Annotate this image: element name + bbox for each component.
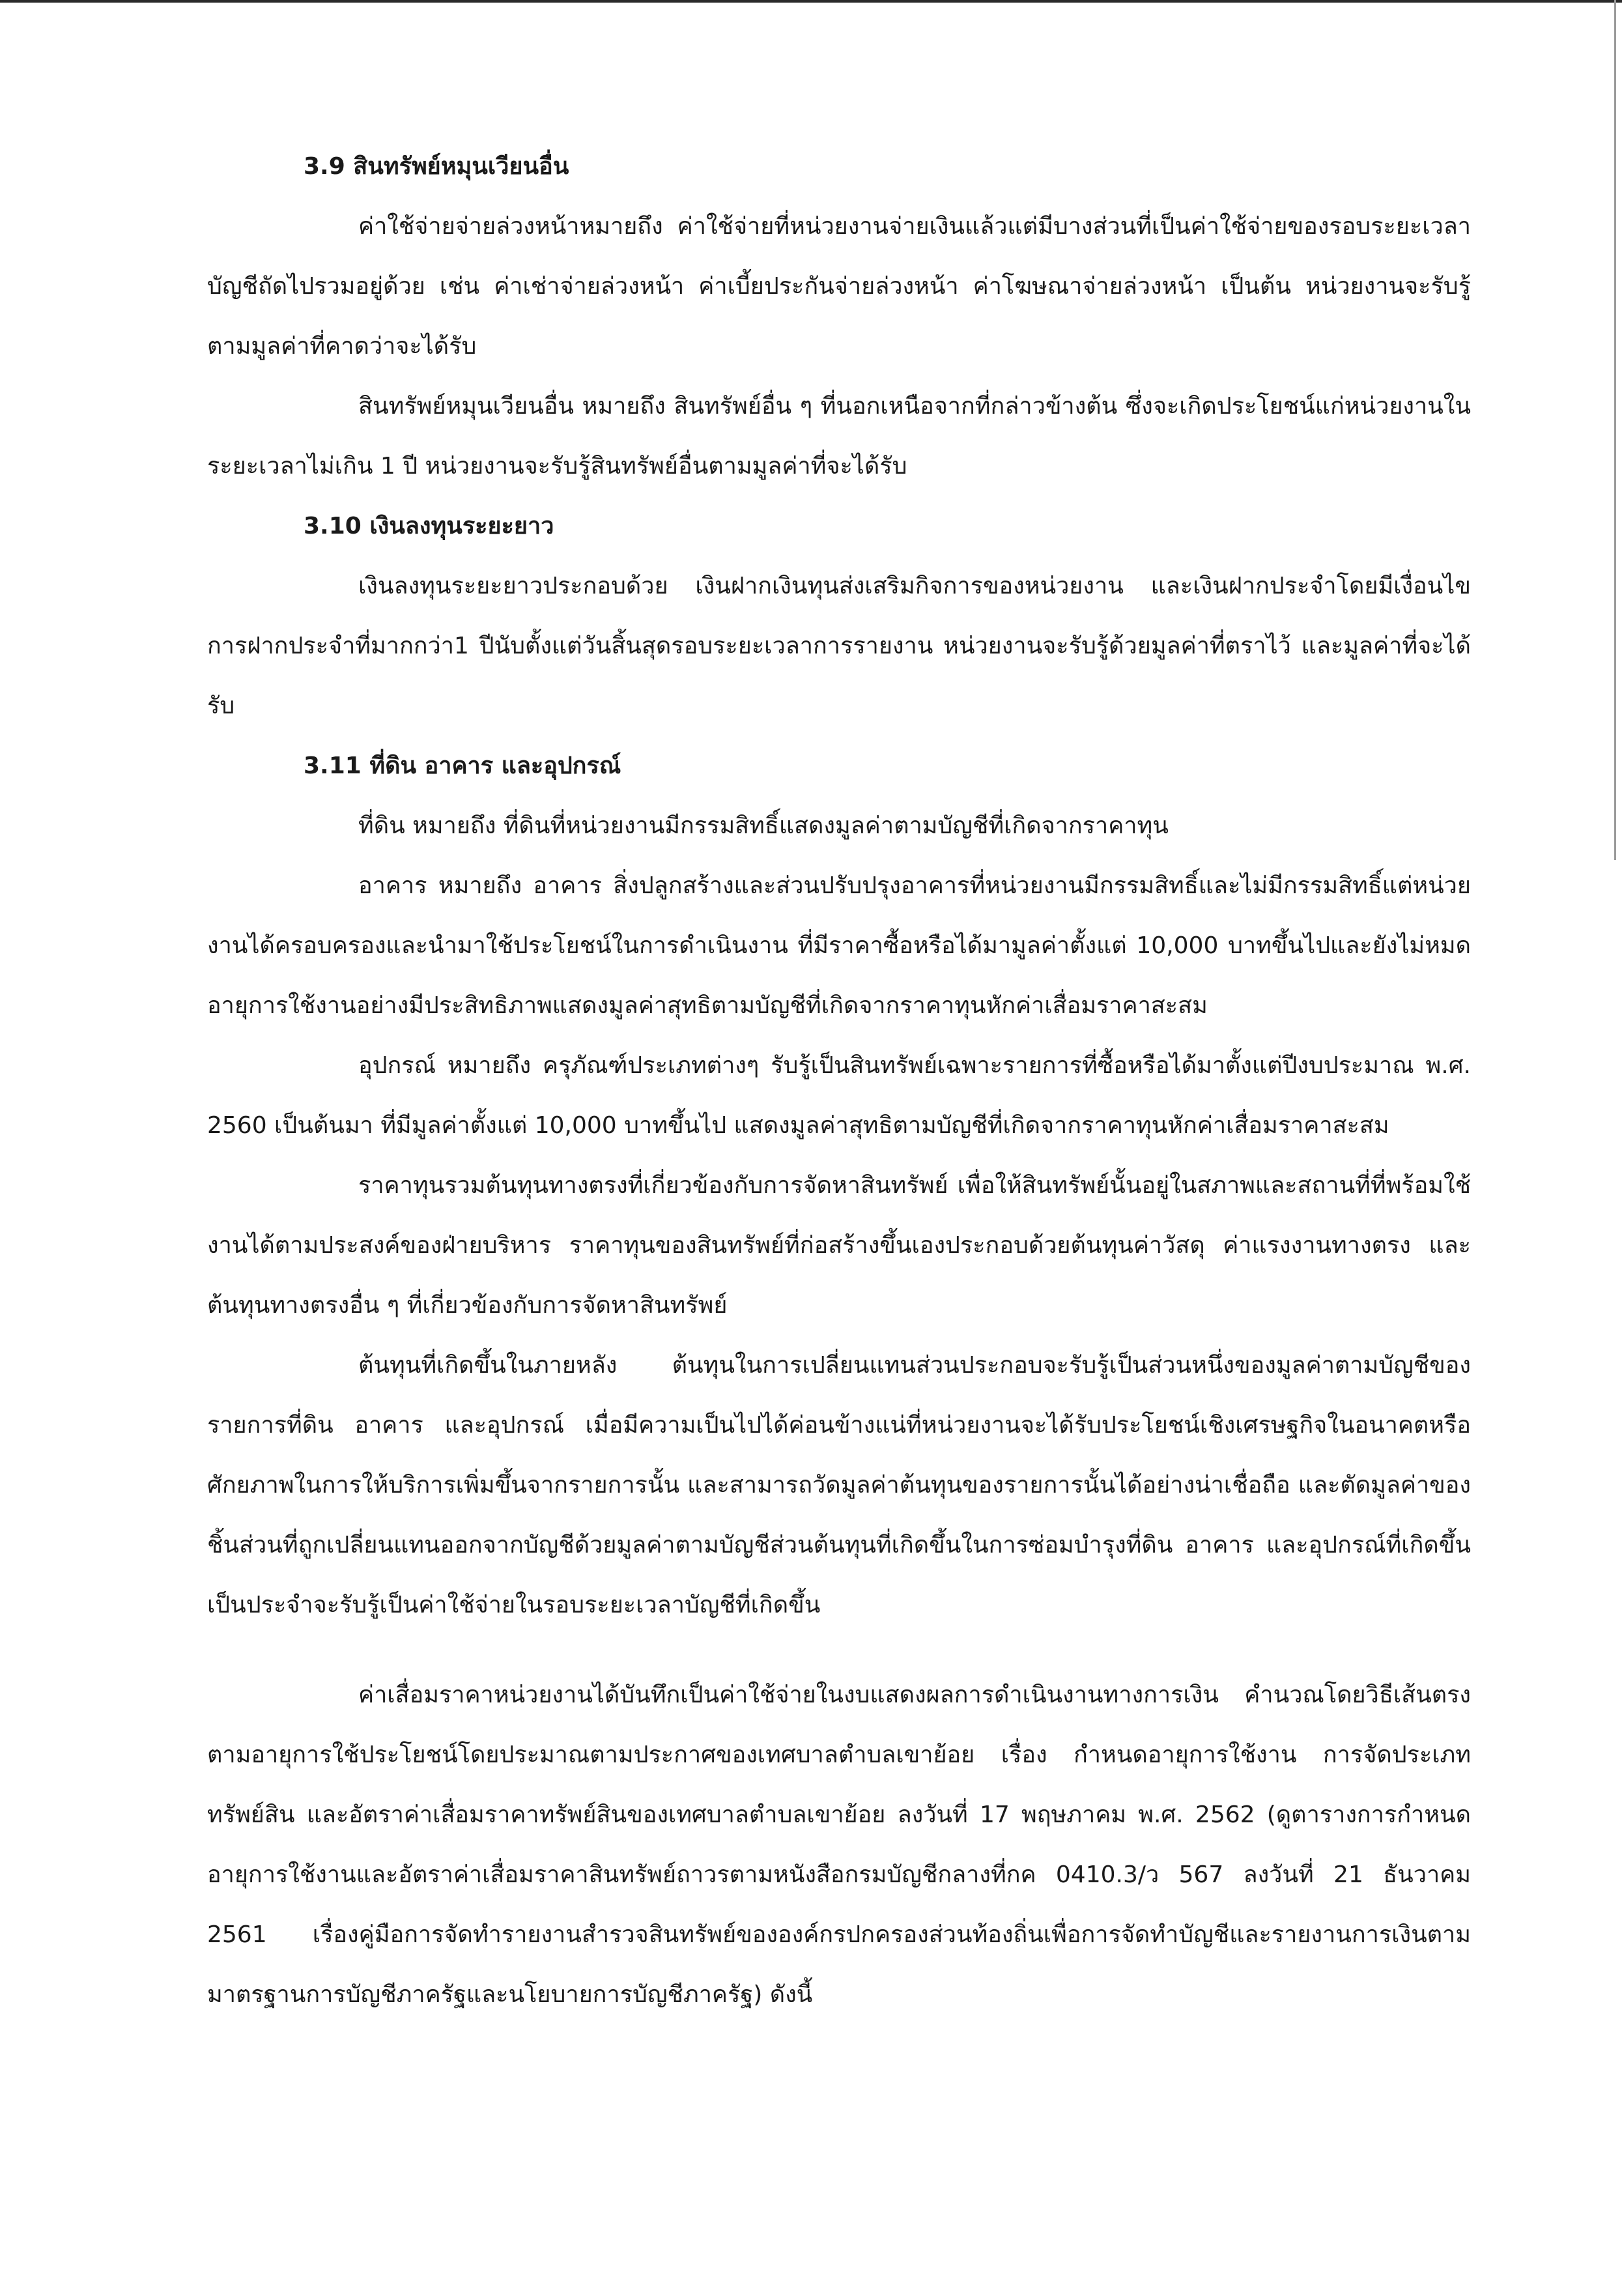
- paragraph-prepaid-expenses: ค่าใช้จ่ายจ่ายล่วงหน้าหมายถึง ค่าใช้จ่ายที่หน่วยงานจ่ายเงินแล้วแต่มีบางส่วนที่เป็นค่าใช้จ่ายของรอบระยะเวลาบัญชีถัดไปรวมอยู่ด้วย เช่น ค่าเช่าจ่ายล่วงหน้า ค่าเบี้ยประกันจ่ายล่วงหน้า ค่าโฆษณาจ่ายล่วงหน้า เป็นต้น หน่วยงานจะรับรู้ตามมูลค่าที่คาดว่าจะได้รับ: [207, 213, 1471, 360]
- page-top-edge: [0, 0, 1622, 3]
- document-body: [207, 137, 1471, 2025]
- paragraph-gap: [207, 1635, 1471, 1665]
- section-heading-long-term-investment: 3.10 เงินลงทุนระยะยาว: [304, 513, 554, 539]
- section-heading-current-assets: 3.9 สินทรัพย์หมุนเวียนอื่น: [304, 153, 569, 180]
- page-right-edge: [1614, 0, 1616, 860]
- paragraph-subsequent-costs: ต้นทุนที่เกิดขึ้นในภายหลัง ต้นทุนในการเปลี่ยนแทนส่วนประกอบจะรับรู้เป็นส่วนหนึ่งของมูลค่าตามบัญชีของรายการที่ดิน อาคาร และอุปกรณ์ เมื่อมีความเป็นไปได้ค่อนข้างแน่ที่หน่วยงานจะได้รับประโยชน์เชิงเศรษฐกิจในอนาคตหรือศักยภาพในการให้บริการเพิ่มขึ้นจากรายการนั้น และสามารถวัดมูลค่าต้นทุนของรายการนั้นได้อย่างน่าเชื่อถือ และตัดมูลค่าของชิ้นส่วนที่ถูกเปลี่ยนแทนออกจากบัญชีด้วยมูลค่าตามบัญชีส่วนต้นทุนที่เกิดขึ้นในการซ่อมบำรุงที่ดิน อาคาร และอุปกรณ์ที่เกิดขึ้นเป็นประจำจะรับรู้เป็นค่าใช้จ่ายในรอบระยะเวลาบัญชีที่เกิดขึ้น: [207, 1352, 1471, 1618]
- paragraph-depreciation: ค่าเสื่อมราคาหน่วยงานได้บันทึกเป็นค่าใช้จ่ายในงบแสดงผลการดำเนินงานทางการเงิน คำนวณโดยวิธีเส้นตรงตามอายุการใช้ประโยชน์โดยประมาณตามประกาศของเทศบาลตำบลเขาย้อย เรื่อง กำหนดอายุการใช้งาน การจัดประเภททรัพย์สิน และอัตราค่าเสื่อมราคาทรัพย์สินของเทศบาลตำบลเขาย้อย ลงวันที่ 17 พฤษภาคม พ.ศ. 2562 (ดูตารางการกำหนดอายุการใช้งานและอัตราค่าเสื่อมราคาสินทรัพย์ถาวรตามหนังสือกรมบัญชีกลางที่กค 0410.3/ว 567 ลงวันที่ 21 ธันวาคม 2561 เรื่องคู่มือการจัดทำรายงานสำรวจสินทรัพย์ขององค์กรปกครองส่วนท้องถิ่นเพื่อการจัดทำบัญชีและรายงานการเงินตามมาตรฐานการบัญชีภาครัฐและนโยบายการบัญชีภาครัฐ) ดังนี้: [207, 1682, 1471, 2008]
- paragraph-buildings: อาคาร หมายถึง อาคาร สิ่งปลูกสร้างและส่วนปรับปรุงอาคารที่หน่วยงานมีกรรมสิทธิ์และไม่มีกรรมสิทธิ์แต่หน่วยงานได้ครอบครองและนำมาใช้ประโยชน์ในการดำเนินงาน ที่มีราคาซื้อหรือได้มามูลค่าตั้งแต่ 10,000 บาทขึ้นไปและยังไม่หมดอายุการใช้งานอย่างมีประสิทธิภาพแสดงมูลค่าสุทธิตามบัญชีที่เกิดจากราคาทุนหักค่าเสื่อมราคาสะสม: [207, 872, 1471, 1019]
- paragraph-cost-basis: ราคาทุนรวมต้นทุนทางตรงที่เกี่ยวข้องกับการจัดหาสินทรัพย์ เพื่อให้สินทรัพย์นั้นอยู่ในสภาพและสถานที่ที่พร้อมใช้งานได้ตามประสงค์ของฝ่ายบริหาร ราคาทุนของสินทรัพย์ที่ก่อสร้างขึ้นเองประกอบด้วยต้นทุนค่าวัสดุ ค่าแรงงานทางตรง และต้นทุนทางตรงอื่น ๆ ที่เกี่ยวข้องกับการจัดหาสินทรัพย์: [207, 1172, 1471, 1319]
- paragraph-equipment: อุปกรณ์ หมายถึง ครุภัณฑ์ประเภทต่างๆ รับรู้เป็นสินทรัพย์เฉพาะรายการที่ซื้อหรือได้มาตั้งแต่ปีงบประมาณ พ.ศ. 2560 เป็นต้นมา ที่มีมูลค่าตั้งแต่ 10,000 บาทขึ้นไป แสดงมูลค่าสุทธิตามบัญชีที่เกิดจากราคาทุนหักค่าเสื่อมราคาสะสม: [207, 1052, 1471, 1139]
- paragraph-land: ที่ดิน หมายถึง ที่ดินที่หน่วยงานมีกรรมสิทธิ์แสดงมูลค่าตามบัญชีที่เกิดจากราคาทุน: [358, 812, 1169, 839]
- paragraph-other-current-assets: สินทรัพย์หมุนเวียนอื่น หมายถึง สินทรัพย์อื่น ๆ ที่นอกเหนือจากที่กล่าวข้างต้น ซึ่งจะเกิดประโยชน์แก่หน่วยงานในระยะเวลาไม่เกิน 1 ปี หน่วยงานจะรับรู้สินทรัพย์อื่นตามมูลค่าที่จะได้รับ: [207, 393, 1471, 480]
- section-heading-land-buildings-equipment: 3.11 ที่ดิน อาคาร และอุปกรณ์: [304, 753, 621, 779]
- paragraph-long-term-investment: เงินลงทุนระยะยาวประกอบด้วย เงินฝากเงินทุนส่งเสริมกิจการของหน่วยงาน และเงินฝากประจำโดยมีเงื่อนไขการฝากประจำที่มากกว่า1 ปีนับตั้งแต่วันสิ้นสุดรอบระยะเวลาการรายงาน หน่วยงานจะรับรู้ด้วยมูลค่าที่ตราไว้ และมูลค่าที่จะได้รับ: [207, 573, 1471, 719]
